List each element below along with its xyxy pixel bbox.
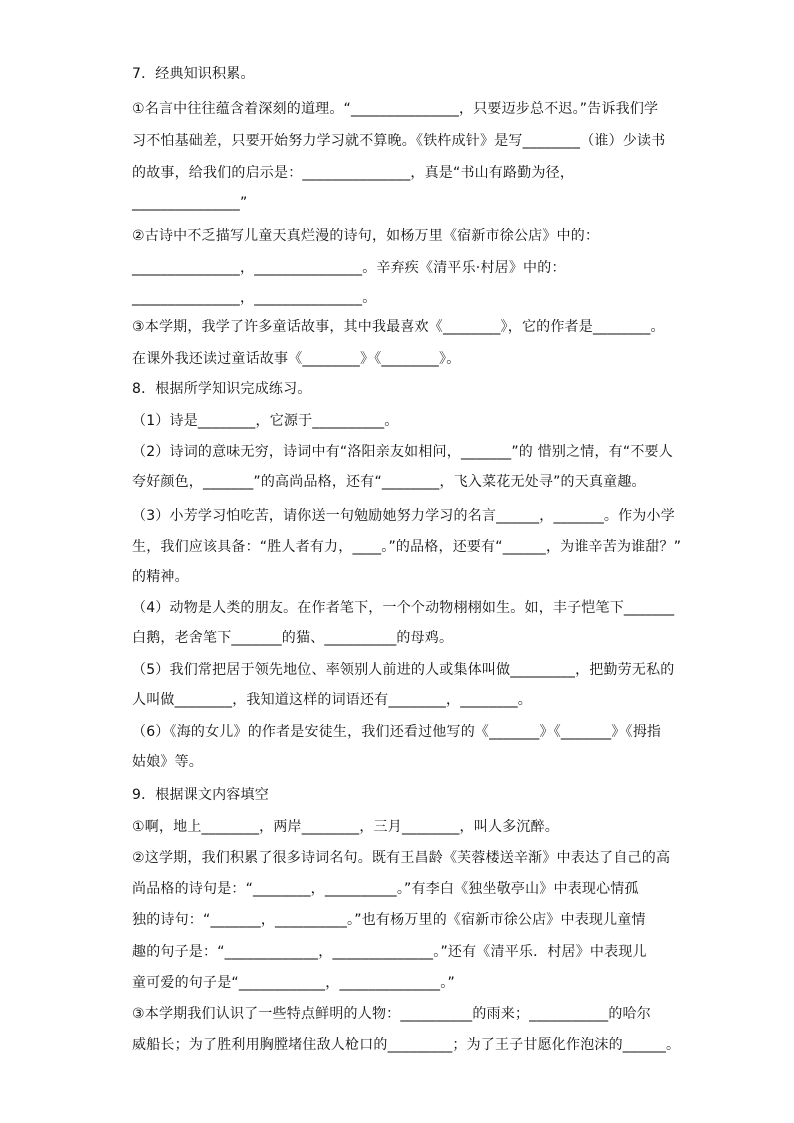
text-line: ②这学期，我们积累了很多诗词名句。既有王昌龄《芙蓉楼送辛渐》中表达了自己的高 bbox=[132, 850, 671, 866]
text-line: _______________，_______________。辛弃疾《清平乐·村居》中的： bbox=[132, 260, 566, 276]
text-line: （2）诗词的意味无穷，诗词中有“洛阳亲友如相问，_______”的 惜别之情，有“不要人 bbox=[132, 444, 673, 460]
text-line: 趣的句子是：“_____________，______________。”还有《清平乐．村居》中表现儿 bbox=[132, 944, 647, 960]
question-7-heading: 7．经典知识积累。 bbox=[132, 66, 255, 82]
text-line: 威船长；为了胜利用胸膛堵住敌人枪口的_________；为了王子甘愿化作泡沫的______。 bbox=[132, 1037, 681, 1053]
text-line: ①啊，地上________，两岸________，三月________，叫人多沉醉。 bbox=[132, 819, 559, 835]
text-line: 独的诗句：“_______，__________。”也有杨万里的《宿新市徐公店》中表现儿童情 bbox=[132, 912, 646, 928]
text-line: 在课外我还读过童话故事《________》《________》。 bbox=[132, 351, 461, 367]
text-line: ①名言中往往蕴含着深刻的道理。“_______________，只要迈步总不迟。”告诉我们学 bbox=[132, 101, 659, 117]
text-line: （1）诗是________，它源于__________。 bbox=[132, 413, 399, 429]
question-9-heading: 9．根据课文内容填空 bbox=[132, 787, 269, 803]
text-line: _______________” bbox=[132, 195, 248, 211]
text-line: 的精神。 bbox=[132, 569, 189, 585]
text-line: 尚品格的诗句是：“________，__________。”有李白《独坐敬亭山》中表现心情孤 bbox=[132, 881, 639, 897]
text-line: _______________，_______________。 bbox=[132, 290, 377, 306]
text-line: 夸好颜色，_______”的高尚品格，还有“________，飞入菜花无处寻”的天真童趣。 bbox=[132, 474, 646, 490]
text-line: 姑娘》等。 bbox=[132, 754, 203, 770]
text-line: 童可爱的句子是“____________，______________。” bbox=[132, 975, 455, 991]
text-line: 人叫做________，我知道这样的词语还有________，________。 bbox=[132, 692, 532, 708]
text-line: （3）小芳学习怕吃苦，请你送一句勉励她努力学习的名言______，_______。作为小学 bbox=[132, 508, 675, 524]
text-line: （4）动物是人类的朋友。在作者笔下，一个个动物栩栩如生。如，丰子恺笔下_______ bbox=[132, 600, 675, 616]
text-line: 习不怕基础差，只要开始努力学习就不算晚。《铁杵成针》是写________（谁）少读书 bbox=[132, 133, 666, 149]
text-line: 白鹅，老舍笔下_______的猫、__________的母鸡。 bbox=[132, 630, 454, 646]
text-line: （5）我们常把居于领先地位、率领别人前进的人或集体叫做_________，把勤劳无私的 bbox=[132, 662, 675, 678]
question-8-heading: 8．根据所学知识完成练习。 bbox=[132, 381, 312, 397]
text-line: 生，我们应该具备：“胜人者有力，____。”的品格，还要有“______，为谁辛苦为谁甜？” bbox=[132, 539, 682, 555]
text-line: ②古诗中不乏描写儿童天真烂漫的诗句，如杨万里《宿新市徐公店》中的： bbox=[132, 228, 600, 244]
text-line: ③本学期我们认识了一些特点鲜明的人物：__________的雨来；___________的哈尔 bbox=[132, 1006, 651, 1022]
text-line: ③本学期，我学了许多童话故事，其中我最喜欢《________》，它的作者是________。 bbox=[132, 319, 665, 335]
text-line: （6）《海的女儿》的作者是安徒生，我们还看过他写的《_______》《_______》《拇指 bbox=[132, 724, 662, 740]
text-line: 的故事，给我们的启示是：_______________，真是“书山有路勤为径， bbox=[132, 165, 575, 181]
